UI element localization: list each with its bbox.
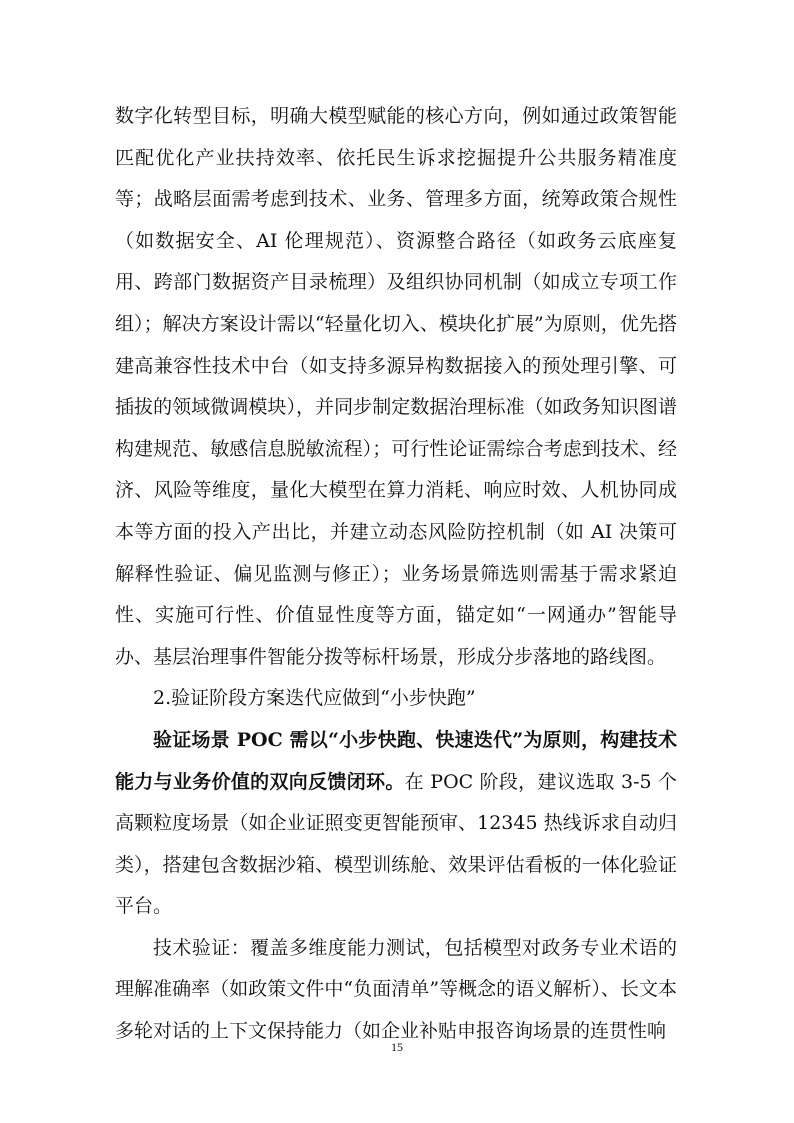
paragraph-strategy: 数字化转型目标，明确大模型赋能的核心方向，例如通过政策智能匹配优化产业扶持效率、依托民生诉求挖掘提升公共服务精准度等；战略层面需考虑到技术、业务、管理多方面，统筹政策合规性（如数据安全、AI 伦理规范）、资源整合路径（如政务云底座复用、跨部门数据资产目录梳理）及组织协同机制（如成立专项工作组）；解决方案设计需以“轻量化切入、模块化扩展”为原则，优先搭建高兼容性技术中台（如支持多源异构数据接入的预处理引擎、可插拔的领域微调模块），并同步制定数据治理标准（如政务知识图谱构建规范、敏感信息脱敏流程）；可行性论证需综合考虑到技术、经济、风险等维度，量化大模型在算力消耗、响应时效、人机协同成本等方面的投入产出比，并建立动态风险防控机制（如 AI 决策可解释性验证、偏见监测与修正）；业务场景筛选则需基于需求紧迫性、实施可行性、价值显性度等方面，锚定如“一网通办”智能导办、基层治理事件智能分拨等标杆场景，形成分步落地的路线图。	[115, 105, 677, 668]
poc-emphasis: 验证场景 POC 需以“小步快跑、快速迭代”为原则，构建技术能力与业务价值的双向反馈闭环。	[115, 728, 677, 793]
paragraph-poc	[115, 720, 677, 928]
poc-detail: 在 POC 阶段，建议选取 3-5 个高颗粒度场景（如企业证照变更智能预审、12345 热线诉求自动归类），搭建包含数据沙箱、模型训练舱、效果评估看板的一体化验证平台。	[115, 770, 677, 918]
body-text	[115, 96, 677, 1053]
page-number: 15	[391, 1040, 403, 1054]
paragraph-tech-validation: 技术验证：覆盖多维度能力测试，包括模型对政务专业术语的理解准确率（如政策文件中“负面清单”等概念的语义解析）、长文本多轮对话的上下文保持能力（如企业补贴申报咨询场景的连贯性响	[115, 936, 677, 1043]
section-heading-poc-iteration: 2.验证阶段方案迭代应做到“小步快跑”	[153, 687, 476, 710]
